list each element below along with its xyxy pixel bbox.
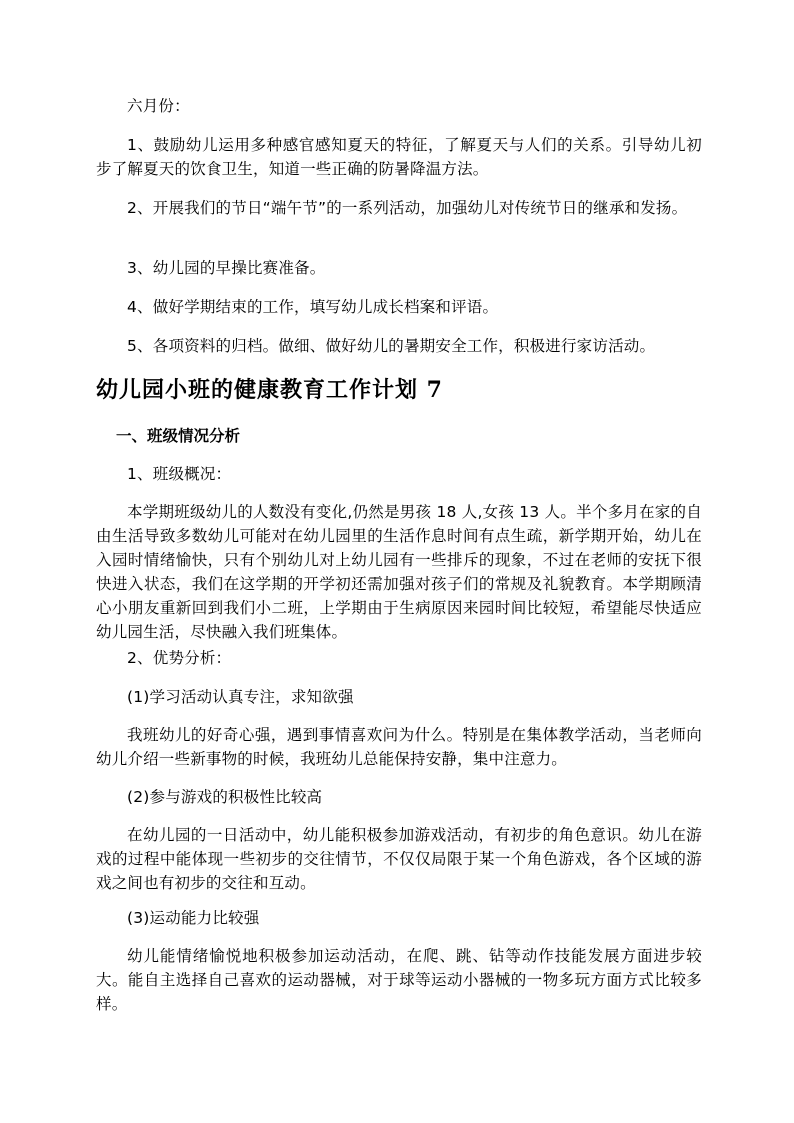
june-item-3: 3、幼儿园的早操比赛准备。 — [127, 259, 326, 277]
june-item-4: 4、做好学期结束的工作，填写幼儿成长档案和评语。 — [127, 298, 499, 316]
advantage-2-title: (2)参与游戏的积极性比较高 — [127, 788, 323, 806]
advantage-1-text: 我班幼儿的好奇心强，遇到事情喜欢问为什么。特别是在集体教学活动，当老师向幼儿介绍一些新事物的时候，我班幼儿总能保持安静，集中注意力。 — [96, 726, 702, 768]
june-item-5: 5、各项资料的归档。做细、做好幼儿的暑期安全工作，积极进行家访活动。 — [127, 337, 656, 355]
june-label: 六月份： — [127, 97, 190, 115]
advantage-3-title: (3)运动能力比较强 — [127, 909, 260, 927]
june-item-1: 1、鼓励幼儿运用多种感官感知夏天的特征，了解夏天与人们的关系。引导幼儿初步了解夏天的饮食卫生，知道一些正确的防暑降温方法。 — [96, 136, 702, 178]
section1-heading: 一、班级情况分析 — [116, 427, 241, 445]
june-item-2: 2、开展我们的节日“端午节”的一系列活动，加强幼儿对传统节日的继承和发扬。 — [127, 199, 688, 217]
advantages-label: 2、优势分析： — [127, 649, 232, 667]
advantage-1-title: (1)学习活动认真专注，求知欲强 — [127, 688, 354, 706]
plan-title: 幼儿园小班的健康教育工作计划 7 — [96, 377, 443, 403]
class-overview-label: 1、班级概况： — [127, 465, 232, 483]
class-overview-text: 本学期班级幼儿的人数没有变化,仍然是男孩 18 人,女孩 13 人。半个多月在家的自由生活导致多数幼儿可能对在幼儿园里的生活作息时间有点生疏，新学期开始，幼儿在入园时情绪愉快，只有个别幼儿对上幼儿园有一些排斥的现象，不过在老师的安抚下很快进入状态，我们在这学期的开学初还需加强对孩子们的常规及礼貌教育。本学期顾清心小朋友重新回到我们小二班，上学期由于生病原因来园时间比较短，希望能尽快适应幼儿园生活，尽快融入我们班集体。 — [96, 503, 702, 641]
advantage-3-text: 幼儿能情绪愉悦地积极参加运动活动，在爬、跳、钻等动作技能发展方面进步较大。能自主选择自己喜欢的运动器械，对于球等运动小器械的一物多玩方面方式比较多样。 — [96, 947, 702, 1013]
advantage-2-text: 在幼儿园的一日活动中，幼儿能积极参加游戏活动，有初步的角色意识。幼儿在游戏的过程中能体现一些初步的交往情节，不仅仅局限于某一个角色游戏，各个区域的游戏之间也有初步的交往和互动。 — [96, 826, 702, 892]
